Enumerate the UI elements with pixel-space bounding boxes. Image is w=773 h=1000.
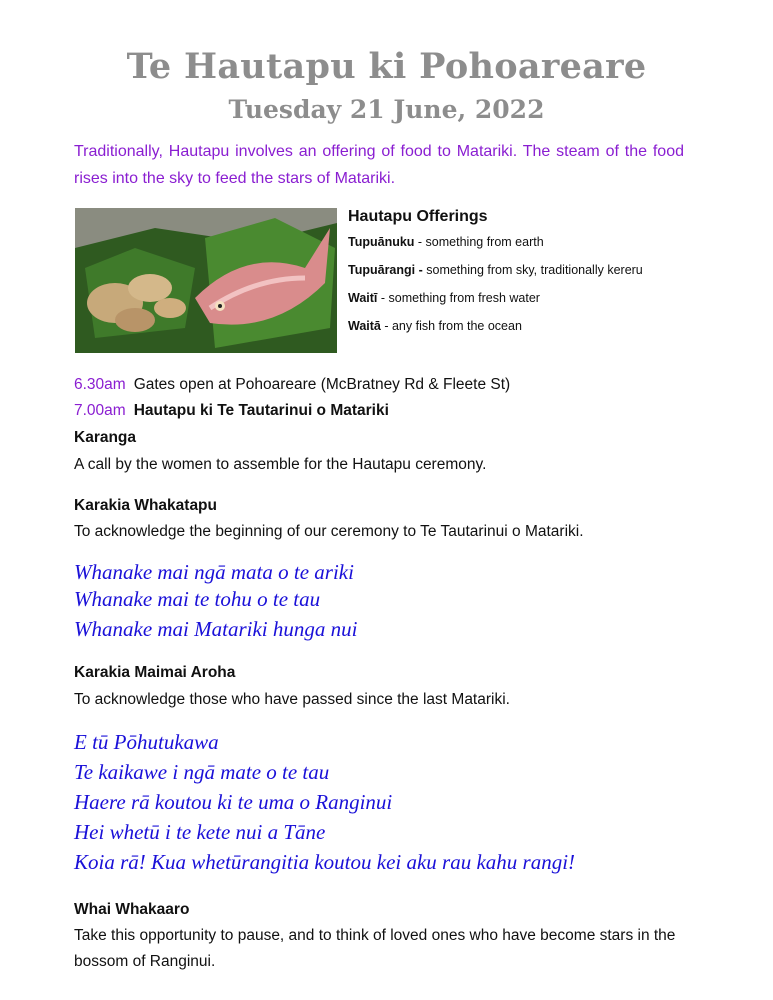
offering-desc: - something from fresh water bbox=[377, 291, 540, 305]
event-date: Tuesday 21 June, 2022 bbox=[228, 95, 545, 124]
offering-desc: - something from earth bbox=[414, 235, 544, 249]
verse-line: Hei whetū i te kete nui a Tāne bbox=[74, 820, 326, 844]
schedule-text: Hautapu ki Te Tautarinui o Matariki bbox=[133, 402, 389, 419]
schedule-item bbox=[74, 399, 389, 423]
offering-desc: - any fish from the ocean bbox=[380, 319, 522, 333]
schedule-time: 6.30am bbox=[74, 376, 126, 393]
whakatapu-heading: Karakia Whakatapu bbox=[74, 497, 217, 514]
offering-item bbox=[348, 317, 522, 335]
verse-line: Te kaikawe i ngā mate o te tau bbox=[74, 760, 330, 784]
offering-item bbox=[348, 261, 643, 279]
whakaaro-text: Take this opportunity to pause, and to think of loved ones who have become stars in the bossom of Ranginui. bbox=[74, 927, 676, 970]
verse-line: Whanake mai Matariki hunga nui bbox=[74, 617, 358, 641]
page-title: Te Hautapu ki Pohoareare bbox=[126, 46, 647, 87]
whakatapu-text: To acknowledge the beginning of our ceremony to Te Tautarinui o Matariki. bbox=[74, 523, 584, 540]
food-offering-illustration bbox=[75, 208, 337, 353]
maimai-text: To acknowledge those who have passed since the last Matariki. bbox=[74, 691, 510, 708]
verse-line: E tū Pōhutukawa bbox=[74, 730, 219, 754]
karanga-heading: Karanga bbox=[74, 429, 137, 446]
food-offering-photo bbox=[75, 208, 337, 353]
offering-term: Tupuārangi - bbox=[348, 263, 423, 277]
offering-desc: something from sky, traditionally kereru bbox=[422, 263, 643, 277]
schedule-text: Gates open at Pohoareare (McBratney Rd & Fleete St) bbox=[133, 376, 511, 393]
verse-line: Haere rā koutou ki te uma o Ranginui bbox=[74, 790, 393, 814]
offering-item bbox=[348, 289, 540, 307]
offering-term: Waitā bbox=[348, 319, 381, 333]
karanga-text: A call by the women to assemble for the Hautapu ceremony. bbox=[74, 456, 487, 473]
maimai-heading: Karakia Maimai Aroha bbox=[74, 664, 236, 681]
offering-term: Waitī bbox=[348, 291, 378, 305]
whakaaro-heading: Whai Whakaaro bbox=[74, 901, 190, 918]
schedule-item bbox=[74, 373, 510, 397]
offering-term: Tupuānuku bbox=[348, 235, 415, 249]
schedule-time: 7.00am bbox=[74, 402, 126, 419]
verse-line: Whanake mai te tohu o te tau bbox=[74, 587, 321, 611]
offering-item bbox=[348, 233, 544, 251]
verse-line: Whanake mai ngā mata o te ariki bbox=[74, 560, 354, 584]
offerings-heading: Hautapu Offerings bbox=[348, 208, 488, 225]
intro-paragraph: Traditionally, Hautapu involves an offering of food to Matariki. The steam of the food rises into the sky to feed the stars of Matariki. bbox=[74, 143, 684, 187]
verse-line: Koia rā! Kua whetūrangitia koutou kei aku rau kahu rangi! bbox=[74, 850, 576, 874]
